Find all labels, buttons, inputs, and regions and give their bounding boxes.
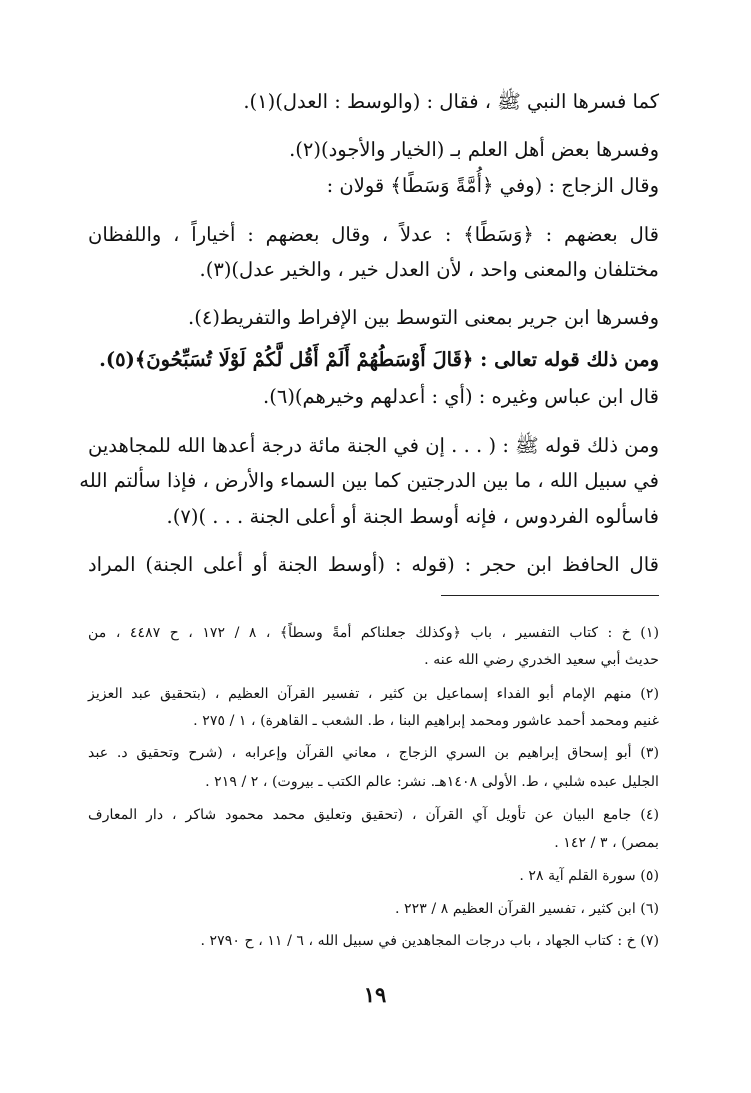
footnote-line-10: (٦) ابن كثير ، تفسير القرآن العظيم ٨ / ٢٢٣ .	[394, 901, 659, 917]
body-line-12: قال الحافظ ابن حجر : (قوله : (أوسط الجنة أو أعلى الجنة) المراد	[88, 553, 659, 576]
footnote-separator	[441, 595, 659, 596]
body-line-4: قال بعضهم : ﴿وَسَطًا﴾ : عدلاً ، وقال بعضهم : أخياراً ، واللفظان	[88, 223, 659, 246]
body-line-6: وفسرها ابن جرير بمعنى التوسط بين الإفراط والتفريط(٤).	[188, 306, 659, 329]
body-line-7: ومن ذلك قوله تعالى : ﴿قَالَ أَوْسَطُهُمْ أَلَمْ أَقُل لَّكُمْ لَوْلَا تُسَبِّحُونَ﴾(٥).	[99, 348, 659, 371]
body-line-10: في سبيل الله ، ما بين الدرجتين كما بين السماء والأرض ، فإذا سألتم الله	[79, 469, 659, 492]
footnote-line-2: حديث أبي سعيد الخدري رضي الله عنه .	[424, 652, 659, 668]
body-line-2: وفسرها بعض أهل العلم بـ (الخيار والأجود)(٢).	[289, 138, 659, 161]
footnote-line-11: (٧) خ : كتاب الجهاد ، باب درجات المجاهدين في سبيل الله ، ٦ / ١١ ، ح ٢٧٩٠ .	[200, 933, 659, 949]
body-line-8: قال ابن عباس وغيره : (أي : أعدلهم وخيرهم)(٦).	[263, 385, 659, 408]
footnote-line-8: بمصر) ، ٣ / ١٤٢ .	[554, 835, 659, 851]
body-line-3: وقال الزجاج : (وفي ﴿أُمَّةً وَسَطًا﴾ قولان :	[326, 174, 659, 197]
body-line-1: كما فسرها النبي ﷺ ، فقال : (والوسط : العدل)(١).	[243, 90, 659, 113]
footnote-line-1: (١) خ : كتاب التفسير ، باب ﴿وكذلك جعلناكم أمةً وسطاً﴾ ، ٨ / ١٧٢ ، ح ٤٤٨٧ ، من	[88, 625, 660, 641]
footnote-line-6: الجليل عبده شلبي ، ط. الأولى ١٤٠٨هـ. نشر: عالم الكتب ـ بيروت) ، ٢ / ٢١٩ .	[205, 774, 659, 790]
footnote-line-4: غنيم ومحمد أحمد عاشور ومحمد إبراهيم البنا ، ط. الشعب ـ القاهرة) ، ١ / ٢٧٥ .	[193, 713, 659, 729]
footnote-line-3: (٢) منهم الإمام أبو الفداء إسماعيل بن كثير ، تفسير القرآن العظيم ، (بتحقيق عبد العزيز	[88, 686, 659, 702]
body-line-5: مختلفان والمعنى واحد ، لأن العدل خير ، والخير عدل)(٣).	[199, 258, 659, 281]
footnote-line-9: (٥) سورة القلم آية ٢٨ .	[519, 868, 659, 884]
footnote-line-5: (٣) أبو إسحاق إبراهيم بن السري الزجاج ، معاني القرآن وإعرابه ، (شرح وتحقيق د. عبد	[88, 745, 659, 761]
body-line-11: فاسألوه الفردوس ، فإنه أوسط الجنة أو أعلى الجنة . . . )(٧).	[166, 505, 659, 528]
body-line-9: ومن ذلك قوله ﷺ : ( . . . إن في الجنة مائة درجة أعدها الله للمجاهدين	[88, 434, 659, 457]
page-number: ١٩	[363, 982, 387, 1007]
footnote-line-7: (٤) جامع البيان عن تأويل آي القرآن ، (تحقيق وتعليق محمد محمود شاكر ، دار المعارف	[88, 807, 659, 823]
